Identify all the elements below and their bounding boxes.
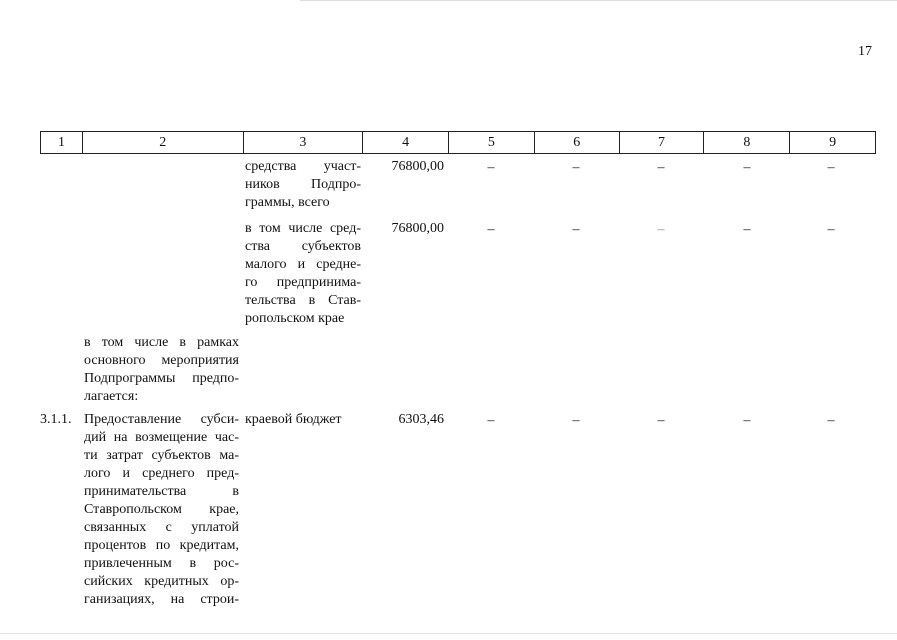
row4-name-line: дий на возмещение час- [84,430,239,445]
row4-name-line: лого и среднего пред- [84,466,239,481]
row2-source-line: ства субъектов [245,239,361,254]
row4-name-line: сийских кредитных ор- [84,574,239,589]
row2-source-line: малого и средне- [245,257,361,272]
row1-col8-dash: – [743,160,751,175]
row3-name-line: основного мероприятия [84,353,239,368]
row2-col9-dash: – [827,222,835,237]
page-number: 17 [858,44,872,59]
header-col-8: 8 [704,132,790,153]
table-header-row [40,131,876,154]
row4-name-line: Предоставление субси- [84,412,239,427]
row3-name [84,334,239,406]
row4-number: 3.1.1. [40,412,72,427]
row2-source-line: го предпринима- [245,275,361,290]
row4-name-line: привлеченным в рос- [84,556,239,571]
row2-source-line: в том числе сред- [245,221,361,236]
row4-source: краевой бюджет [245,412,342,427]
row4-name-line: Ставропольском крае, [84,502,239,517]
row3-name-line: в том числе в рамках [84,335,239,350]
scan-edge-bottom [0,633,897,634]
header-col-2: 2 [83,132,244,153]
row4-name-line: процентов по кредитам, [84,538,239,553]
header-col-7: 7 [620,132,705,153]
row4-col7-dash: – [657,413,665,428]
row2-col7-dash: – [657,222,665,237]
row1-col5-dash: – [487,160,495,175]
row4-col9-dash: – [827,413,835,428]
row4-col8-dash: – [743,413,751,428]
row4-name-line: ти затрат субъектов ма- [84,448,239,463]
row4-name-line: ганизациях, на строи- [84,592,239,607]
row2-source-line: тельства в Став- [245,293,361,308]
row3-name-line: Подпрограммы предпо- [84,371,239,386]
row1-col7-dash: – [657,160,665,175]
header-col-9: 9 [829,134,837,150]
header-col-6: 6 [535,132,620,153]
row4-amount: 6303,46 [398,412,444,427]
header-col-5: 5 [449,132,535,153]
row4-col6-dash: – [572,413,580,428]
row2-col8-dash: – [743,222,751,237]
scan-edge-top [300,0,897,1]
row1-col9-dash: – [827,160,835,175]
row1-col6-dash: – [572,160,580,175]
row1-source-line: граммы, всего [245,195,330,210]
row2-amount: 76800,00 [391,221,444,236]
row3-name-line: лагается: [84,389,139,404]
header-col-4: 4 [363,132,449,153]
row1-source-line: средства участ- [245,159,361,174]
header-col-1: 1 [41,132,83,153]
row2-col5-dash: – [487,222,495,237]
row1-source-line: ников Подпро- [245,177,361,192]
row4-name-line: связанных с уплатой [84,520,239,535]
row4-col5-dash: – [487,413,495,428]
row1-amount: 76800,00 [391,159,444,174]
row1-source [245,158,361,212]
row2-col6-dash: – [572,222,580,237]
row2-source-line: ропольском крае [245,311,345,326]
row4-name [84,411,239,609]
row4-name-line: принимательства в [84,484,239,499]
row2-source [245,220,361,328]
header-col-3: 3 [244,132,364,153]
